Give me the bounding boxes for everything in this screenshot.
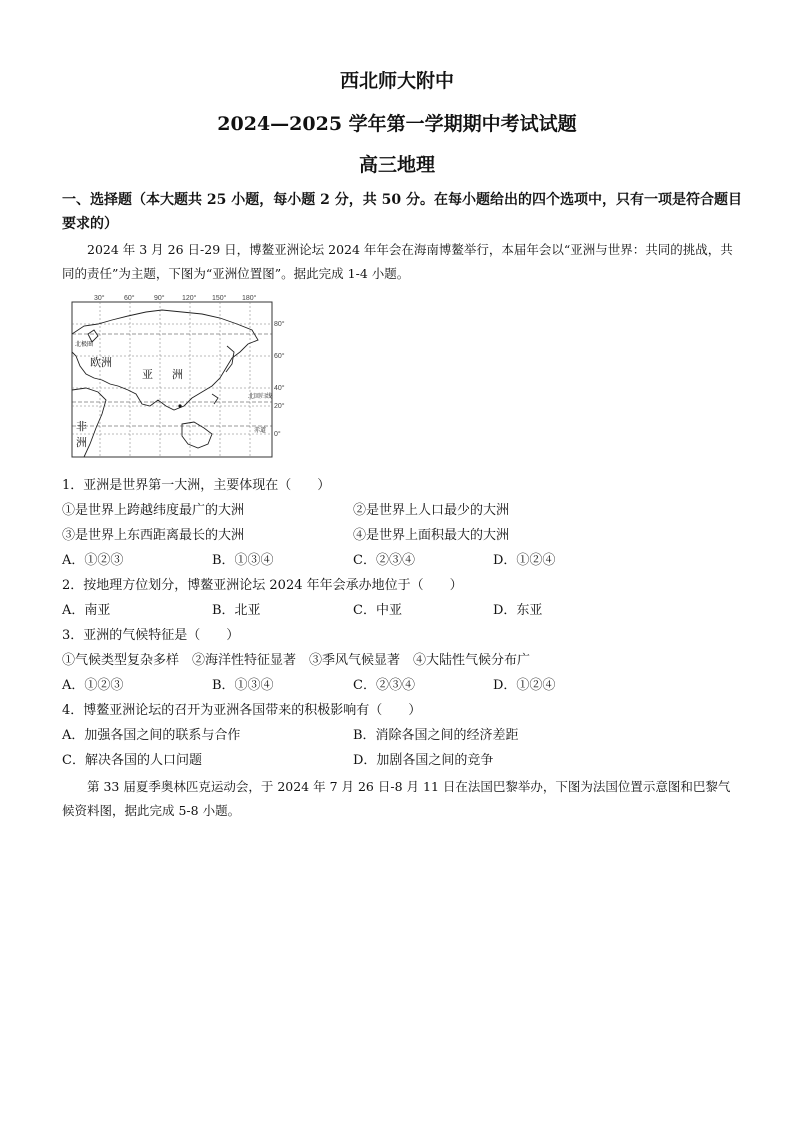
subject-title: 高三地理: [358, 154, 435, 176]
statements-line: ①气候类型复杂多样 ②海洋性特征显著 ③季风气候显著 ④大陆性气候分布广: [62, 653, 531, 668]
statement: ③是世界上东西距离最长的大洲: [62, 528, 245, 543]
lon-label: 90°: [154, 295, 165, 302]
school-title: 西北师大附中: [339, 70, 454, 92]
lon-label: 60°: [124, 295, 135, 302]
exam-title: 2024—2025 学年第一学期期中考试试题: [217, 113, 577, 135]
lon-label: 150°: [212, 295, 227, 302]
section-heading: 一、选择题（本大题共 25 小题，每小题 2 分，共 50 分。在每小题给出的四个选项中，只有一项是符合题目要求的）: [62, 192, 742, 232]
arctic-circle-label: 北极圈: [75, 341, 94, 348]
option-d[interactable]: D．①②④: [493, 678, 556, 693]
equator-label: 赤道: [254, 427, 267, 434]
question-1-stem: 1．亚洲是世界第一大洲，主要体现在（ ）: [62, 478, 331, 493]
intro-paragraph-2: 第 33 届夏季奥林匹克运动会，于 2024 年 7 月 26 日-8 月 11 日在法国巴黎举办，下图为法国位置示意图和巴黎气候资料图，据此完成 5-8 小题。: [62, 779, 731, 818]
option-a[interactable]: A．①②③: [62, 678, 124, 693]
boao-marker: [178, 404, 181, 407]
tropic-label: 北回归线: [248, 393, 273, 400]
lon-label: 180°: [242, 295, 257, 302]
question-4-stem: 4．博鳌亚洲论坛的召开为亚洲各国带来的积极影响有（ ）: [62, 703, 422, 718]
statement: ①是世界上跨越纬度最广的大洲: [62, 503, 245, 518]
option-d[interactable]: D．加剧各国之间的竞争: [353, 753, 494, 768]
asia-location-map: [62, 294, 290, 464]
lat-label: 60°: [274, 353, 285, 360]
statement: ②是世界上人口最少的大洲: [353, 503, 510, 518]
option-c[interactable]: C．解决各国的人口问题: [62, 753, 202, 768]
africa-label-2: 洲: [76, 436, 87, 449]
europe-label: 欧洲: [90, 356, 112, 369]
asia-label-2: 洲: [172, 368, 183, 381]
lon-label: 30°: [94, 295, 105, 302]
option-a[interactable]: A．①②③: [62, 553, 124, 568]
option-b[interactable]: B．消除各国之间的经济差距: [353, 728, 519, 743]
africa-label-1: 非: [76, 420, 87, 433]
lat-label: 20°: [274, 403, 285, 410]
lat-label: 80°: [274, 321, 285, 328]
map-svg: [62, 294, 290, 464]
question-2-stem: 2．按地理方位划分，博鳌亚洲论坛 2024 年年会承办地位于（ ）: [62, 578, 463, 593]
option-b[interactable]: B．①③④: [212, 678, 274, 693]
option-c[interactable]: C．中亚: [353, 603, 402, 618]
lon-label: 120°: [182, 295, 197, 302]
option-c[interactable]: C．②③④: [353, 678, 415, 693]
option-a[interactable]: A．加强各国之间的联系与合作: [62, 728, 241, 743]
lat-label: 0°: [274, 431, 281, 438]
question-3-stem: 3．亚洲的气候特征是（ ）: [62, 628, 240, 643]
asia-label-1: 亚: [142, 368, 153, 381]
lat-label: 40°: [274, 385, 285, 392]
option-d[interactable]: D．东亚: [493, 603, 543, 618]
option-c[interactable]: C．②③④: [353, 553, 415, 568]
option-b[interactable]: B．北亚: [212, 603, 261, 618]
statement: ④是世界上面积最大的大洲: [353, 528, 510, 543]
option-b[interactable]: B．①③④: [212, 553, 274, 568]
option-a[interactable]: A．南亚: [62, 603, 111, 618]
intro-paragraph-1: 2024 年 3 月 26 日-29 日，博鳌亚洲论坛 2024 年年会在海南博鳌举行，本届年会以“亚洲与世界：共同的挑战，共同的责任”为主题，下图为“亚洲位置图”。据此完成 1-4 小题。: [62, 242, 733, 281]
option-d[interactable]: D．①②④: [493, 553, 556, 568]
